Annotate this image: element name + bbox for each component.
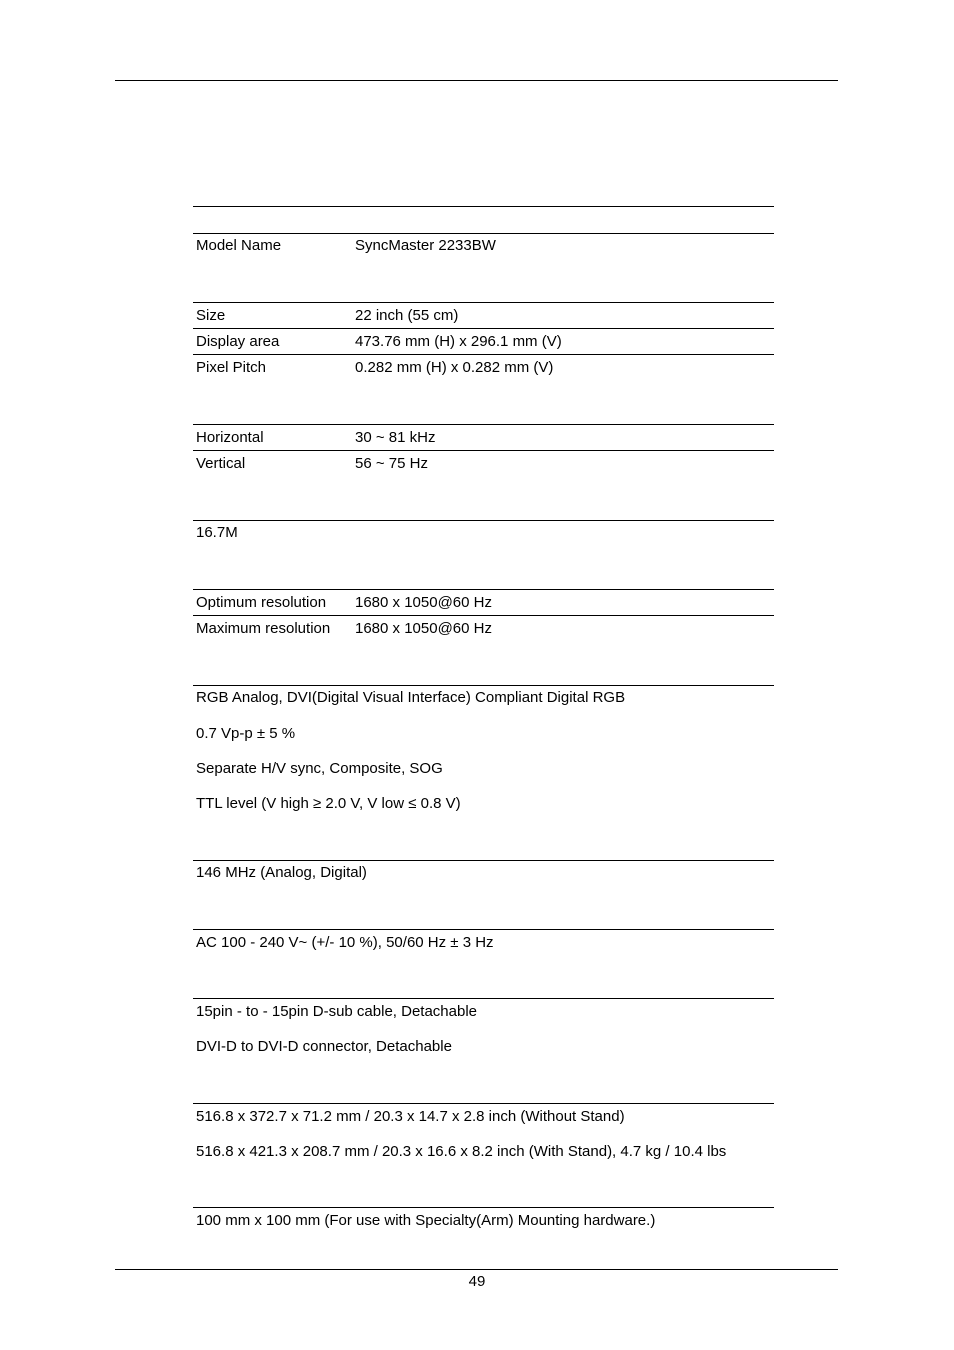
page-number: 49: [468, 1273, 486, 1290]
section-divider: [193, 685, 774, 686]
input-signal-line: TTL level (V high ≥ 2.0 V, V low ≤ 0.8 V): [196, 795, 461, 812]
section-divider: [193, 929, 774, 930]
signal-cable-line: 15pin - to - 15pin D-sub cable, Detachable: [196, 1003, 478, 1020]
row-divider: [193, 354, 774, 355]
pixel-pitch-label: Pixel Pitch: [196, 359, 267, 376]
horizontal-label: Horizontal: [196, 429, 264, 446]
section-divider: [193, 589, 774, 590]
dimensions-line: 516.8 x 421.3 x 208.7 mm / 20.3 x 16.6 x 8.2 inch (With Stand), 4.7 kg / 10.4 lbs: [196, 1143, 727, 1160]
optimum-resolution-value: 1680 x 1050@60 Hz: [355, 594, 492, 611]
size-value: 22 inch (55 cm): [355, 307, 459, 324]
vertical-label: Vertical: [196, 455, 246, 472]
pixel-clock-value: 146 MHz (Analog, Digital): [196, 864, 367, 881]
display-area-value: 473.76 mm (H) x 296.1 mm (V): [355, 333, 562, 350]
table-top-rule: [193, 206, 774, 207]
power-supply-value: AC 100 - 240 V~ (+/- 10 %), 50/60 Hz ± 3 Hz: [196, 934, 494, 951]
display-color-value: 16.7M: [196, 524, 238, 541]
display-area-label: Display area: [196, 333, 280, 350]
optimum-resolution-label: Optimum resolution: [196, 594, 327, 611]
signal-cable-line: DVI-D to DVI-D connector, Detachable: [196, 1038, 452, 1055]
section-divider: [193, 860, 774, 861]
footer-rule: [115, 1269, 838, 1270]
input-signal-line: Separate H/V sync, Composite, SOG: [196, 760, 443, 777]
pixel-pitch-value: 0.282 mm (H) x 0.282 mm (V): [355, 359, 554, 376]
vesa-mount-value: 100 mm x 100 mm (For use with Specialty(Arm) Mounting hardware.): [196, 1212, 656, 1229]
vertical-value: 56 ~ 75 Hz: [355, 455, 428, 472]
size-label: Size: [196, 307, 226, 324]
model-name-label: Model Name: [196, 237, 282, 254]
input-signal-line: 0.7 Vp-p ± 5 %: [196, 725, 296, 742]
section-divider: [193, 1207, 774, 1208]
section-divider: [193, 520, 774, 521]
model-name-value: SyncMaster 2233BW: [355, 237, 496, 254]
section-divider: [193, 998, 774, 999]
section-divider: [193, 1103, 774, 1104]
row-divider: [193, 233, 774, 234]
section-divider: [193, 302, 774, 303]
maximum-resolution-value: 1680 x 1050@60 Hz: [355, 620, 492, 637]
input-signal-line: RGB Analog, DVI(Digital Visual Interface) Compliant Digital RGB: [196, 689, 626, 706]
section-divider: [193, 424, 774, 425]
header-rule: [115, 80, 838, 81]
dimensions-line: 516.8 x 372.7 x 71.2 mm / 20.3 x 14.7 x 2.8 inch (Without Stand): [196, 1108, 625, 1125]
horizontal-value: 30 ~ 81 kHz: [355, 429, 436, 446]
row-divider: [193, 450, 774, 451]
row-divider: [193, 615, 774, 616]
row-divider: [193, 328, 774, 329]
maximum-resolution-label: Maximum resolution: [196, 620, 331, 637]
